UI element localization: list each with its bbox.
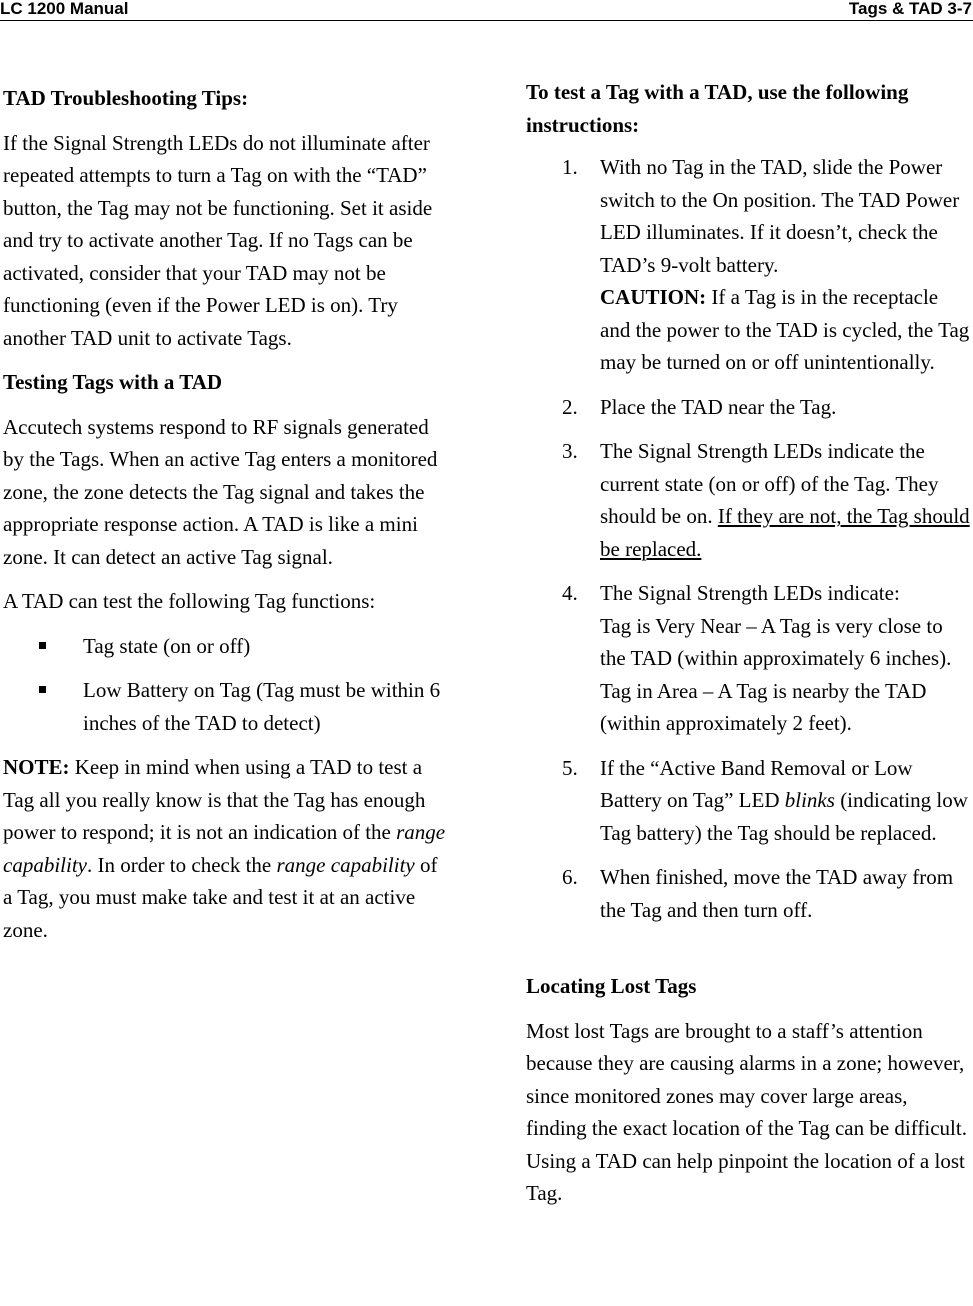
list-item [3,674,448,739]
locating-heading: Locating Lost Tags [526,974,697,998]
step-text: With no Tag in the TAD, slide the Power switch to the On position. The TAD Power LED illuminates. If it doesn’t, check the TAD’s 9-volt battery. [600,155,960,277]
step-number: 6. [562,865,578,889]
step-text: Tag in Area – A Tag is nearby the TAD (within approximately 2 feet). [600,678,927,735]
page-header [0,0,973,21]
troubleshooting-paragraph: If the Signal Strength LEDs do not illuminate after repeated attempts to turn a Tag on with the “TAD” button, the Tag may not be functioning. Set it aside and try to activate another Tag. If no Tags can be activated, consider that your TAD may not be functioning (even if the Power LED is on). Try another TAD unit to activate Tags. [3,130,433,350]
caution-text: If a Tag is in the receptacle and the power to the TAD is cycled, the Tag may be turned on or off unintentionally. [600,285,970,374]
square-bullet-icon [39,642,46,649]
manual-title: LC 1200 Manual [0,0,129,18]
testing-paragraph: Accutech systems respond to RF signals generated by the Tags. When an active Tag enters a monitored zone, the zone detects the Tag signal and takes the appropriate response action. A TAD is like a mini zone. It can detect an active Tag signal. [3,414,438,569]
list-item [526,577,973,740]
step-text: The Signal Strength LEDs indicate the current state (on or off) of the Tag. They should be on. [600,439,939,528]
left-column [3,82,448,946]
testing-heading: Testing Tags with a TAD [3,370,223,394]
step-number: 3. [562,439,578,463]
step-number: 2. [562,394,578,419]
step-text: (indicating low Tag battery) the Tag should be replaced. [600,788,968,845]
list-item [526,391,973,424]
functions-intro: A TAD can test the following Tag functions: [3,589,376,613]
note-label: NOTE: [3,755,70,779]
list-item [526,752,973,850]
note-emphasis: range capability [3,820,446,877]
note-text: Keep in mind when using a TAD to test a Tag all you really know is that the Tag has enough power to respond; it is not an indication of the [3,755,426,844]
functions-list [3,630,448,740]
square-bullet-icon [39,686,46,693]
step-emphasis: blinks [784,788,835,812]
locating-paragraph: Most lost Tags are brought to a staff’s attention because they are causing alarms in a zone; however, since monitored zones may cover large areas, finding the exact location of the Tag can be difficult. Using a TAD can help pinpoint the location of a lost Tag. [526,1018,967,1205]
step-text: Tag is Very Near – A Tag is very close to the TAD (within approximately 6 inches). [600,613,952,670]
section-page-number: Tags & TAD 3-7 [848,0,972,18]
step-text: The Signal Strength LEDs indicate: [600,581,900,605]
instructions-heading: To test a Tag with a TAD, use the following instructions: [526,80,909,137]
right-column [526,76,973,1210]
function-text: Tag state (on or off) [83,633,251,658]
step-number: 4. [562,581,578,605]
caution-label: CAUTION: [600,285,707,309]
note-emphasis: range capability [276,852,415,877]
replace-warning: If they are not, the Tag should be replaced. [600,504,970,561]
list-item [3,630,448,663]
list-item [526,435,973,565]
note-text: . In order to check the [86,852,277,877]
note-text: of a Tag, you must make take and test it at an active zone. [3,852,438,942]
step-number: 5. [562,755,578,780]
instructions-list [526,151,973,926]
step-text: Place the TAD near the Tag. [600,394,837,419]
function-text: Low Battery on Tag (Tag must be within 6 inches of the TAD to detect) [83,678,441,735]
troubleshooting-heading: TAD Troubleshooting Tips: [3,86,249,110]
step-number: 1. [562,155,578,179]
step-text: When finished, move the TAD away from the Tag and then turn off. [600,865,954,922]
list-item [526,861,973,926]
note-paragraph [3,751,448,946]
step-text: If the “Active Band Removal or Low Battery on Tag” LED [600,755,913,812]
list-item [526,151,973,379]
